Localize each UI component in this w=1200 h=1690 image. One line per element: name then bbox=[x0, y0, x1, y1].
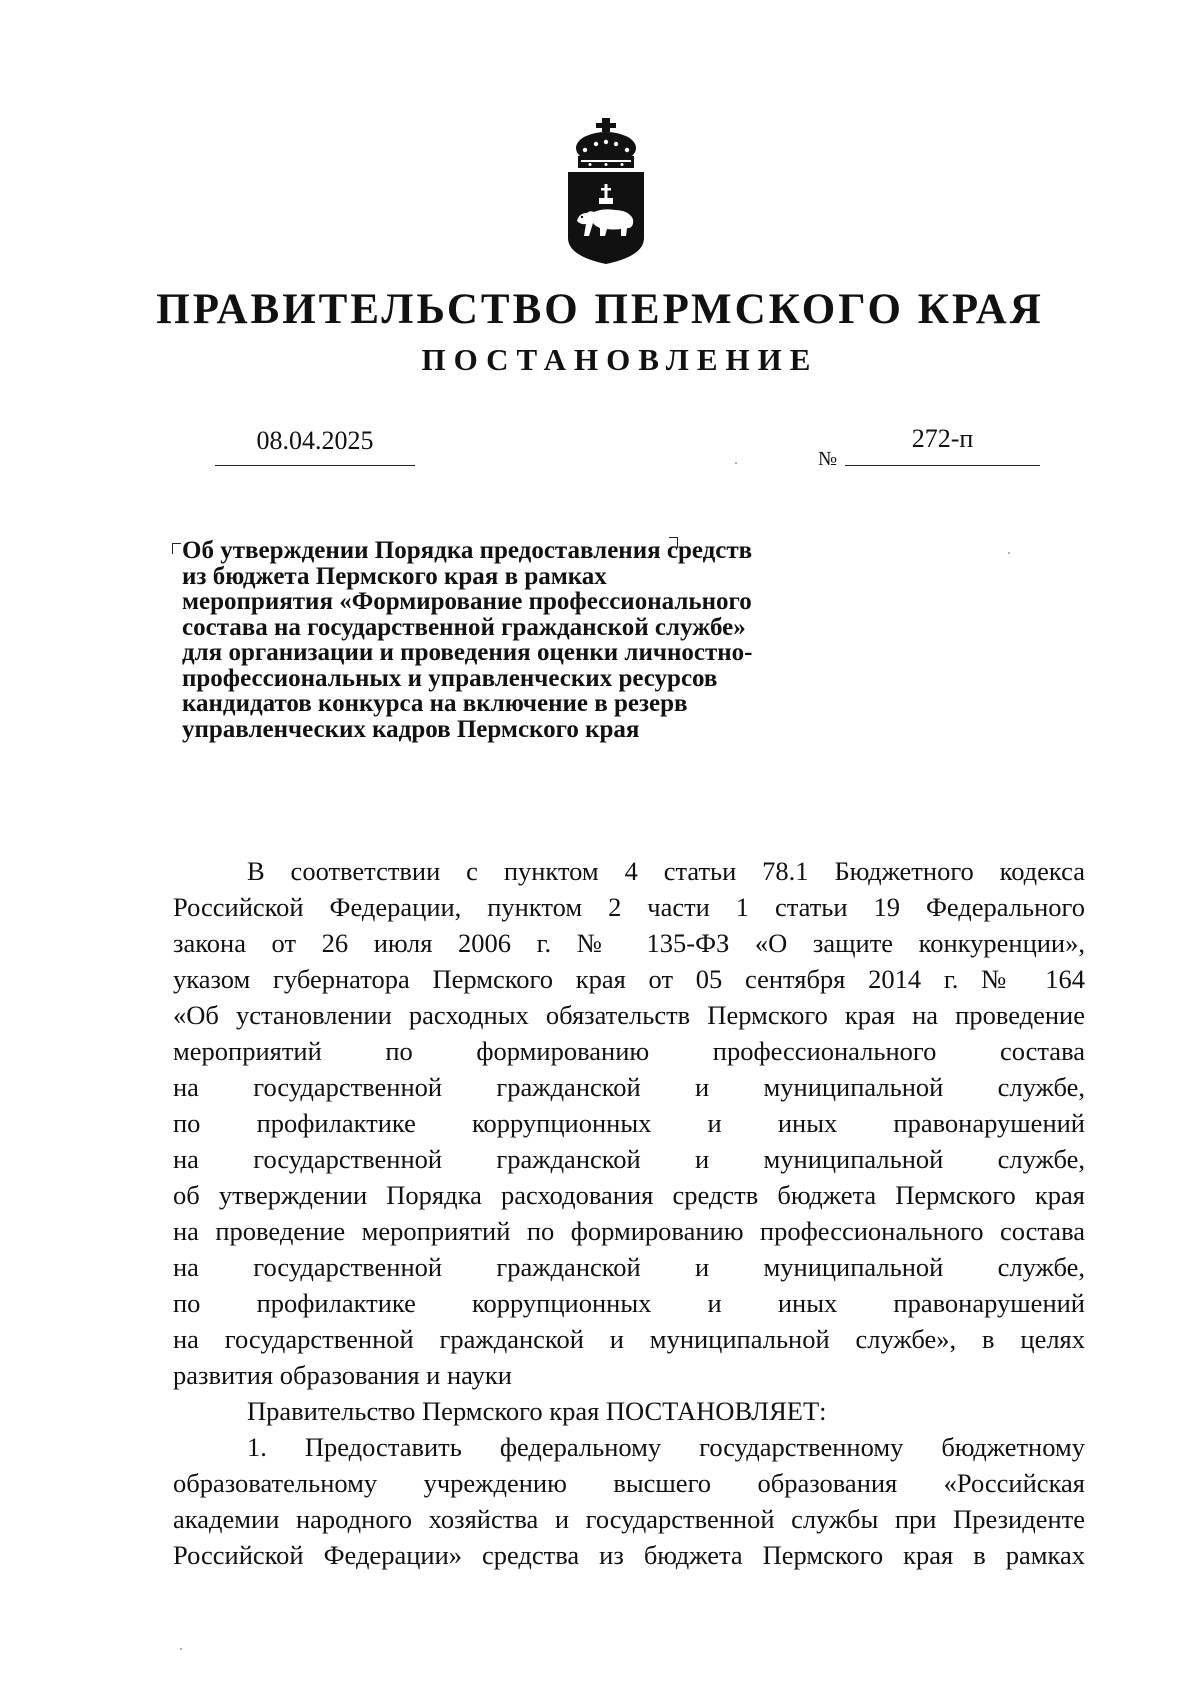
body-line: на государственной гражданской и муниципальной службе, bbox=[173, 1144, 1085, 1174]
body-line: об утверждении Порядка расходования средств бюджета Пермского края bbox=[173, 1180, 1085, 1210]
subject-line: из бюджета Пермского края в рамках bbox=[182, 562, 607, 590]
body-line: закона от 26 июля 2006 г. № 135-ФЗ «О защите конкуренции», bbox=[173, 928, 1085, 958]
body-line: на проведение мероприятий по формированию профессионального состава bbox=[173, 1216, 1085, 1246]
scan-speck bbox=[180, 1648, 182, 1650]
number-sign: № bbox=[818, 448, 838, 470]
organization-title: ПРАВИТЕЛЬСТВО ПЕРМСКОГО КРАЯ bbox=[156, 286, 1044, 333]
body-line: 1. Предоставить федеральному государственному бюджетному bbox=[247, 1432, 1085, 1462]
date-underline bbox=[215, 465, 415, 466]
body-line: Российской Федерации» средства из бюджета Пермского края в рамках bbox=[173, 1540, 1085, 1570]
scan-speck bbox=[1008, 552, 1010, 554]
subject-line: кандидатов конкурса на включение в резерв bbox=[182, 690, 688, 717]
document-subject bbox=[182, 538, 842, 742]
subject-line: управленческих кадров Пермского края bbox=[182, 715, 640, 743]
document-body bbox=[173, 853, 1085, 1573]
body-line: по профилактике коррупционных и иных правонарушений bbox=[173, 1108, 1085, 1138]
body-line: «Об установлении расходных обязательств Пермского края на проведение bbox=[173, 1000, 1085, 1030]
document-date: 08.04.2025 bbox=[256, 426, 374, 455]
subject-line: мероприятия «Формирование профессионального bbox=[182, 588, 752, 615]
subject-line: Об утверждении Порядка предоставления средств bbox=[182, 537, 753, 564]
number-underline bbox=[845, 465, 1040, 466]
body-line: по профилактике коррупционных и иных правонарушений bbox=[173, 1288, 1085, 1318]
body-line: образовательному учреждению высшего образования «Российская bbox=[173, 1468, 1085, 1498]
body-line: Правительство Пермского края ПОСТАНОВЛЯЕТ: bbox=[247, 1396, 827, 1426]
body-line: на государственной гражданской и муниципальной службе, bbox=[173, 1072, 1085, 1102]
subject-line: для организации и проведения оценки личностно- bbox=[182, 639, 753, 666]
subject-line: состава на государственной гражданской службе» bbox=[182, 613, 746, 641]
body-line: Российской Федерации, пунктом 2 части 1 статьи 19 Федерального bbox=[173, 892, 1085, 922]
document-type: ПОСТАНОВЛЕНИЕ bbox=[421, 342, 819, 377]
body-line: указом губернатора Пермского края от 05 сентября 2014 г. № 164 bbox=[173, 964, 1085, 994]
document-number: 272-п bbox=[911, 424, 974, 453]
body-line: на государственной гражданской и муниципальной службе», в целях bbox=[173, 1324, 1085, 1354]
subject-line: профессиональных и управленческих ресурсов bbox=[182, 664, 718, 692]
body-line: развития образования и науки bbox=[173, 1360, 512, 1390]
scan-speck bbox=[735, 462, 737, 464]
body-line: мероприятий по формированию профессионального состава bbox=[173, 1036, 1085, 1066]
perm-krai-coat-of-arms-icon bbox=[563, 118, 649, 268]
body-line: академии народного хозяйства и государственной службы при Президенте bbox=[173, 1504, 1085, 1534]
body-line: В соответствии с пунктом 4 статьи 78.1 Бюджетного кодекса bbox=[247, 856, 1085, 886]
subject-left-corner-mark bbox=[172, 543, 181, 554]
body-line: на государственной гражданской и муниципальной службе, bbox=[173, 1252, 1085, 1282]
